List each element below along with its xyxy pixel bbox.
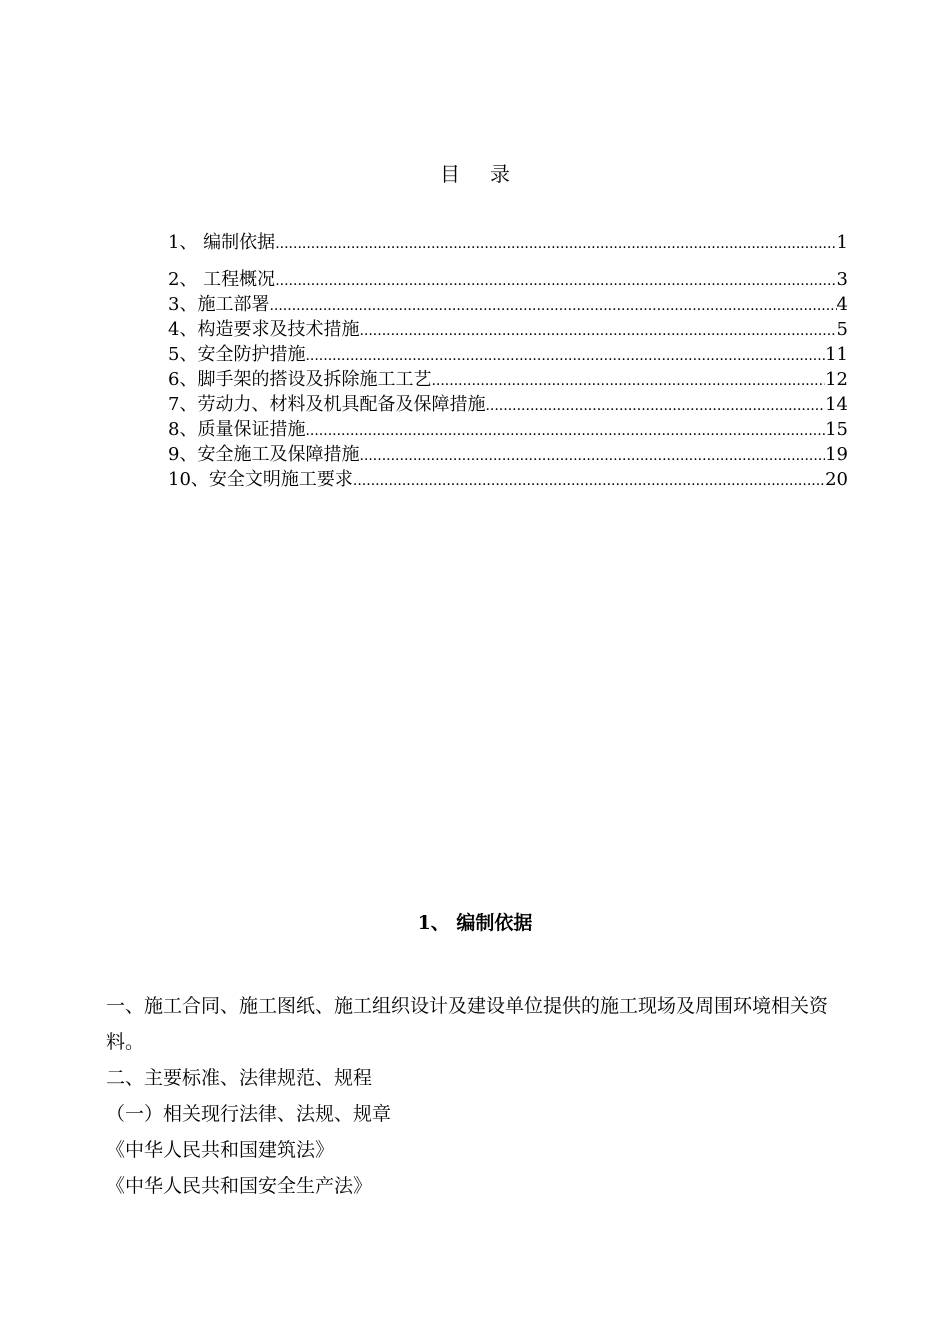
section-body	[106, 988, 846, 1204]
body-paragraph: 《中华人民共和国安全生产法》	[106, 1175, 373, 1197]
toc-entry-label: 7、劳动力、材料及机具配备及保障措施	[168, 394, 486, 415]
toc-leader-dots	[305, 419, 825, 444]
body-paragraph: 二、主要标准、法律规范、规程	[106, 1067, 373, 1089]
body-paragraph: 《中华人民共和国建筑法》	[106, 1139, 335, 1161]
toc-entry-page: 1	[836, 232, 848, 253]
toc-entry-label: 6、脚手架的搭设及拆除施工工艺	[168, 369, 432, 390]
toc-entry-label: 1、 编制依据	[168, 232, 276, 253]
toc-entry-page: 14	[825, 394, 848, 415]
toc-entry[interactable]	[168, 367, 848, 392]
toc-entry[interactable]	[168, 467, 848, 492]
toc-leader-dots	[485, 394, 825, 419]
toc-entry[interactable]	[168, 442, 848, 467]
toc-entry-page: 19	[825, 444, 848, 465]
toc-entry-label: 10、安全文明施工要求	[168, 469, 353, 490]
body-paragraph: （一）相关现行法律、法规、规章	[106, 1103, 392, 1125]
toc-title-char-1: 目	[440, 162, 460, 186]
toc-entry-page: 12	[825, 369, 848, 390]
toc-entry[interactable]	[168, 417, 848, 442]
toc-leader-dots	[359, 319, 836, 344]
toc-entry-page: 20	[825, 469, 848, 490]
toc-entry[interactable]	[168, 230, 848, 267]
section-heading: 1、 编制依据	[417, 912, 533, 934]
toc-entry-page: 15	[825, 419, 848, 440]
toc-entry[interactable]	[168, 342, 848, 367]
toc-leader-dots	[305, 344, 825, 369]
toc-entry-label: 3、施工部署	[168, 294, 270, 315]
toc-entry-label: 9、安全施工及保障措施	[168, 444, 360, 465]
toc-entry-label: 8、质量保证措施	[168, 419, 306, 440]
toc-leader-dots	[353, 469, 825, 494]
toc-entry-page: 4	[836, 294, 848, 315]
toc-leader-dots	[359, 444, 825, 469]
toc-leader-dots	[269, 294, 836, 319]
toc-title-char-2: 录	[490, 162, 510, 186]
toc-entry-page: 11	[825, 344, 848, 365]
toc-leader-dots	[431, 369, 825, 394]
toc-entry-page: 3	[836, 269, 848, 290]
toc-entry[interactable]	[168, 292, 848, 317]
toc-entry[interactable]	[168, 392, 848, 417]
toc-title	[0, 158, 950, 187]
toc-leader-dots	[275, 269, 836, 294]
toc-entry-page: 5	[836, 319, 848, 340]
body-paragraph: 一、施工合同、施工图纸、施工组织设计及建设单位提供的施工现场及周围环境相关资料。	[106, 995, 829, 1053]
toc-entry[interactable]	[168, 267, 848, 292]
toc-leader-dots	[275, 232, 836, 257]
table-of-contents	[168, 230, 848, 492]
toc-entry-label: 5、安全防护措施	[168, 344, 306, 365]
toc-entry-label: 2、 工程概况	[168, 269, 276, 290]
toc-entry-label: 4、构造要求及技术措施	[168, 319, 360, 340]
toc-entry[interactable]	[168, 317, 848, 342]
